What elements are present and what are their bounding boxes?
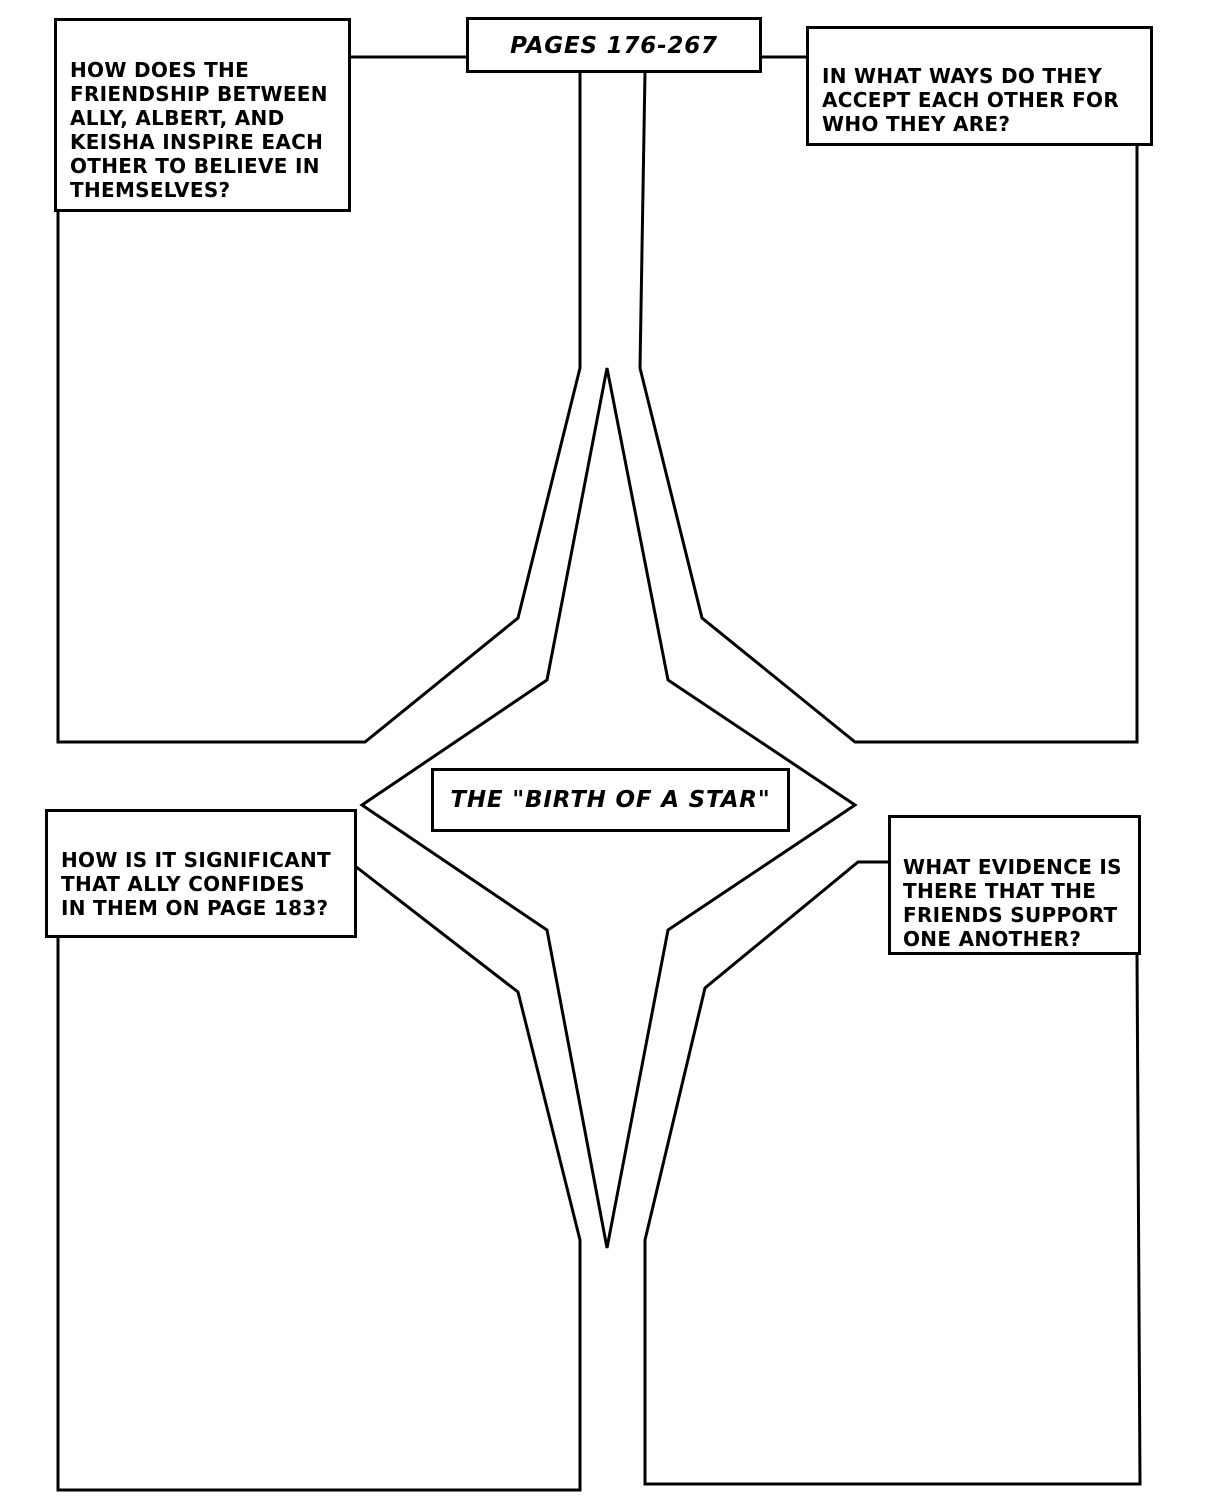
panel-bottom-left xyxy=(58,866,580,1490)
question-bottom-right-text: WHAT EVIDENCE IS THERE THAT THE FRIENDS SUPPORT ONE ANOTHER? xyxy=(903,855,1122,951)
panel-top-right xyxy=(640,72,1137,742)
page-range-title-text: PAGES 176-267 xyxy=(510,33,718,59)
question-box-top-left xyxy=(54,18,351,212)
question-box-top-right xyxy=(806,26,1153,146)
page-range-title xyxy=(466,17,762,73)
question-bottom-left-text: HOW IS IT SIGNIFICANT THAT ALLY CONFIDES IN THEM ON PAGE 183? xyxy=(61,848,332,920)
question-top-right-text: IN WHAT WAYS DO THEY ACCEPT EACH OTHER FOR WHO THEY ARE? xyxy=(822,64,1120,136)
question-box-bottom-right xyxy=(888,815,1141,955)
question-box-bottom-left xyxy=(45,809,357,938)
question-top-left-text: HOW DOES THE FRIENDSHIP BETWEEN ALLY, ALBERT, AND KEISHA INSPIRE EACH OTHER TO BELIEVE IN THEMSELVES? xyxy=(70,58,328,202)
center-label-box xyxy=(431,768,790,832)
center-label-text: THE "BIRTH OF A STAR" xyxy=(450,787,771,813)
